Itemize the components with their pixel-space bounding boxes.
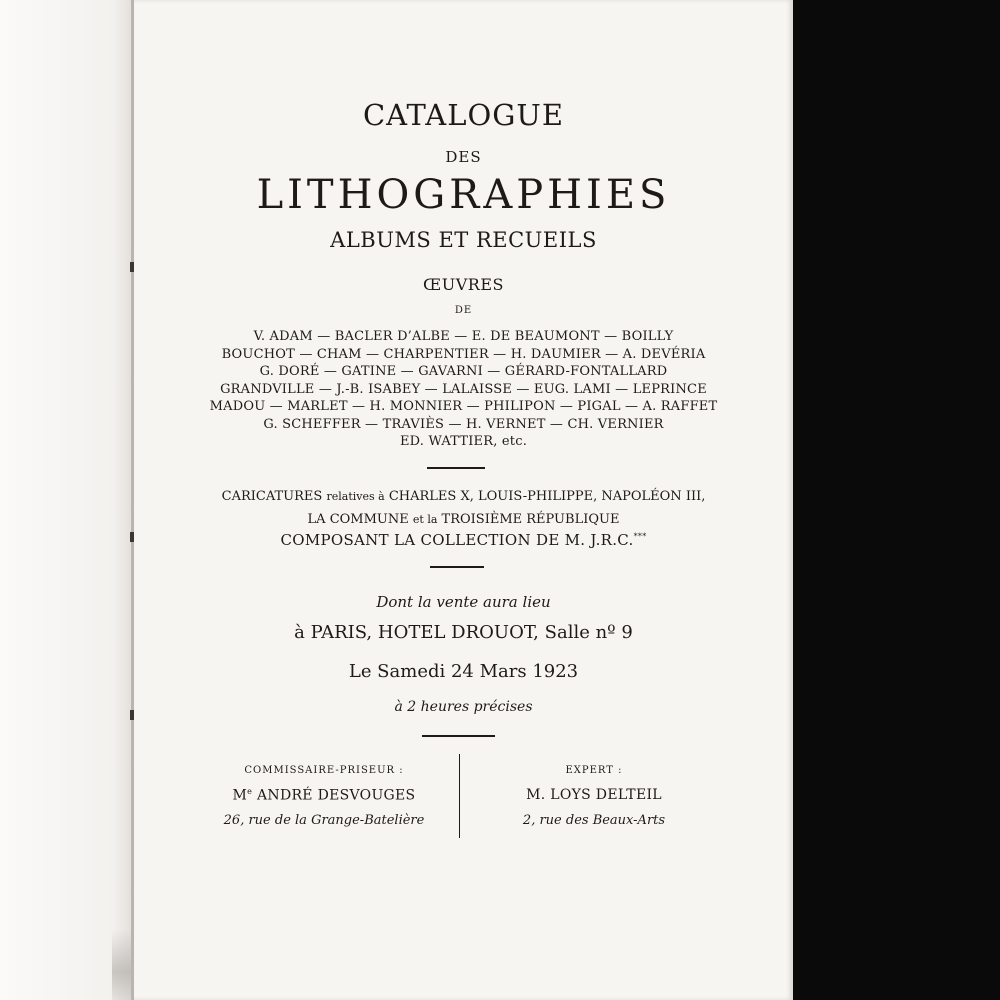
- dark-background: [793, 0, 1000, 1000]
- title-catalogue: CATALOGUE: [362, 98, 565, 132]
- expert-label: EXPERT :: [565, 765, 623, 776]
- sale-date: Le Samedi 24 Mars 1923: [348, 661, 579, 682]
- collection-line: [134, 531, 793, 549]
- commissaire-title: M: [232, 787, 248, 804]
- artist-line: ED. WATTIER, etc.: [399, 434, 528, 449]
- collection-stars: ***: [633, 532, 647, 541]
- commissaire-name-text: ANDRÉ DESVOUGES: [256, 787, 416, 804]
- title-des: DES: [445, 148, 482, 166]
- de-label: DE: [454, 305, 473, 316]
- sale-location: à PARIS, HOTEL DROUOT, Salle nº 9: [294, 622, 633, 643]
- artist-line: V. ADAM — BACLER D’ALBE — E. DE BEAUMONT — BOILLY: [253, 329, 674, 344]
- artist-list: [134, 328, 793, 451]
- republique-text: TROISIÈME RÉPUBLIQUE: [441, 512, 620, 527]
- expert-block: [464, 765, 724, 828]
- subjects-text: CHARLES X, LOUIS-PHILIPPE, NAPOLÉON III,: [388, 489, 706, 504]
- divider-rule: [422, 735, 495, 737]
- commissaire-label: COMMISSAIRE-PRISEUR :: [244, 765, 404, 776]
- commissaire-title-sup: e: [247, 787, 253, 796]
- relatives-text: relatives à: [326, 490, 385, 503]
- sale-time: à 2 heures précises: [394, 699, 533, 715]
- sale-intro: Dont la vente aura lieu: [376, 593, 551, 611]
- commissaire-address: 26, rue de la Grange-Batelière: [223, 813, 425, 828]
- artist-line: GRANDVILLE — J.-B. ISABEY — LALAISSE — EUG. LAMI — LEPRINCE: [220, 381, 707, 397]
- caricatures-note: [134, 485, 793, 531]
- artist-line: G. SCHEFFER — TRAVIÈS — H. VERNET — CH. VERNIER: [263, 416, 664, 432]
- commune-text: LA COMMUNE: [307, 512, 409, 527]
- divider-rule: [427, 467, 485, 469]
- title-lithographies: LITHOGRAPHIES: [256, 172, 671, 218]
- divider-rule: [430, 566, 484, 568]
- oeuvres-heading: ŒUVRES: [423, 275, 504, 294]
- commissaire-name: [204, 787, 444, 813]
- caricatures-line-2: [134, 508, 793, 531]
- collection-text: COMPOSANT LA COLLECTION DE M. J.R.C.: [280, 531, 634, 549]
- artist-line: BOUCHOT — CHAM — CHARPENTIER — H. DAUMIER — A. DEVÉRIA: [221, 346, 706, 362]
- expert-name: M. LOYS DELTEIL: [526, 787, 662, 803]
- commissaire-priseur-block: [204, 765, 444, 828]
- expert-address: 2, rue des Beaux-Arts: [522, 813, 666, 828]
- caricatures-line-1: [134, 485, 793, 508]
- title-page: [134, 0, 793, 1000]
- column-divider: [459, 754, 460, 838]
- caricatures-word: CARICATURES: [221, 489, 323, 504]
- title-albums: ALBUMS ET RECUEILS: [330, 228, 597, 252]
- left-facing-page: [0, 0, 133, 1000]
- et-la-text: et la: [412, 513, 438, 526]
- artist-line: MADOU — MARLET — H. MONNIER — PHILIPON — PIGAL — A. RAFFET: [209, 399, 718, 414]
- artist-line: G. DORÉ — GATINE — GAVARNI — GÉRARD-FONTALLARD: [259, 364, 668, 379]
